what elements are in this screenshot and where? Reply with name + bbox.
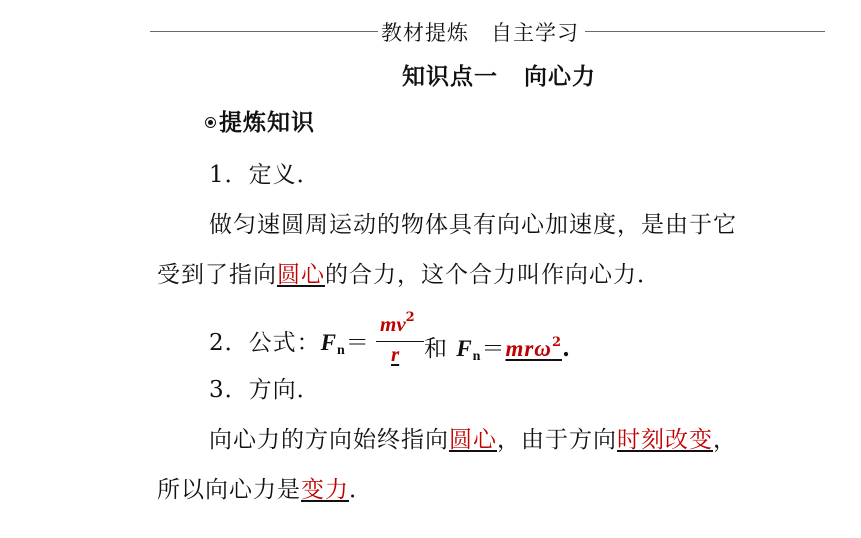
- item3-line2-text-a: 所以向心力是: [157, 477, 301, 503]
- header-rule-left: [150, 31, 378, 32]
- formula2-force-symbol: F: [456, 336, 473, 361]
- bullet-circle-icon: [205, 117, 216, 128]
- item3-line1: [209, 425, 737, 455]
- formula-subscript: n: [336, 343, 346, 358]
- fraction-bar: [376, 341, 424, 342]
- formula2-period: .: [561, 335, 571, 362]
- answer-blank-changing: 时刻改变: [617, 427, 713, 453]
- item1-line1: 做匀速圆周运动的物体具有向心加速度，是由于它: [209, 212, 737, 238]
- item1-label: 1．定义．: [209, 162, 321, 188]
- answer-blank-variable-force: 变力: [301, 477, 349, 503]
- formula-and: 和: [424, 336, 448, 362]
- item3-line1-text-b: ，由于方向: [497, 427, 617, 453]
- item3-line1-text-a: 向心力的方向始终指向: [209, 427, 449, 453]
- item3-line2: [157, 475, 373, 505]
- formula-fraction: [376, 310, 424, 372]
- heading-text: 提炼知识: [219, 109, 315, 136]
- formula2-subscript: n: [472, 349, 482, 364]
- answer-blank-center-2: 圆心: [449, 427, 497, 453]
- item3-line2-text-b: ．: [349, 477, 373, 503]
- header-rule-right: [585, 31, 825, 32]
- item2-label: 2．公式：: [209, 330, 321, 356]
- answer-blank-formula: mrω$^2$: [505, 335, 562, 361]
- section-topic: 向心力: [524, 64, 596, 90]
- item1-line2-text-b: 的合力，这个合力叫作向心力．: [325, 262, 661, 288]
- section-title: [402, 58, 596, 91]
- item3-label: 3．方向．: [209, 377, 321, 403]
- content-heading: [205, 108, 315, 138]
- item3-line1-text-c: ，: [713, 427, 737, 453]
- formula-equals: ＝: [345, 330, 370, 356]
- answer-blank-center: 圆心: [277, 262, 325, 288]
- header-title: 教材提炼 自主学习: [381, 21, 579, 45]
- item1-line2-text-a: 受到了指向: [157, 262, 277, 288]
- item1-line2: [157, 260, 661, 290]
- item2-line: [209, 328, 370, 366]
- item2-line-rest: [424, 328, 571, 372]
- fraction-numerator: $mv^2$: [380, 310, 415, 336]
- section-label: 知识点一: [402, 64, 498, 90]
- formula-force-symbol: F: [320, 330, 337, 355]
- fraction-denominator: r: [391, 342, 400, 366]
- formula2-equals: ＝: [481, 336, 506, 362]
